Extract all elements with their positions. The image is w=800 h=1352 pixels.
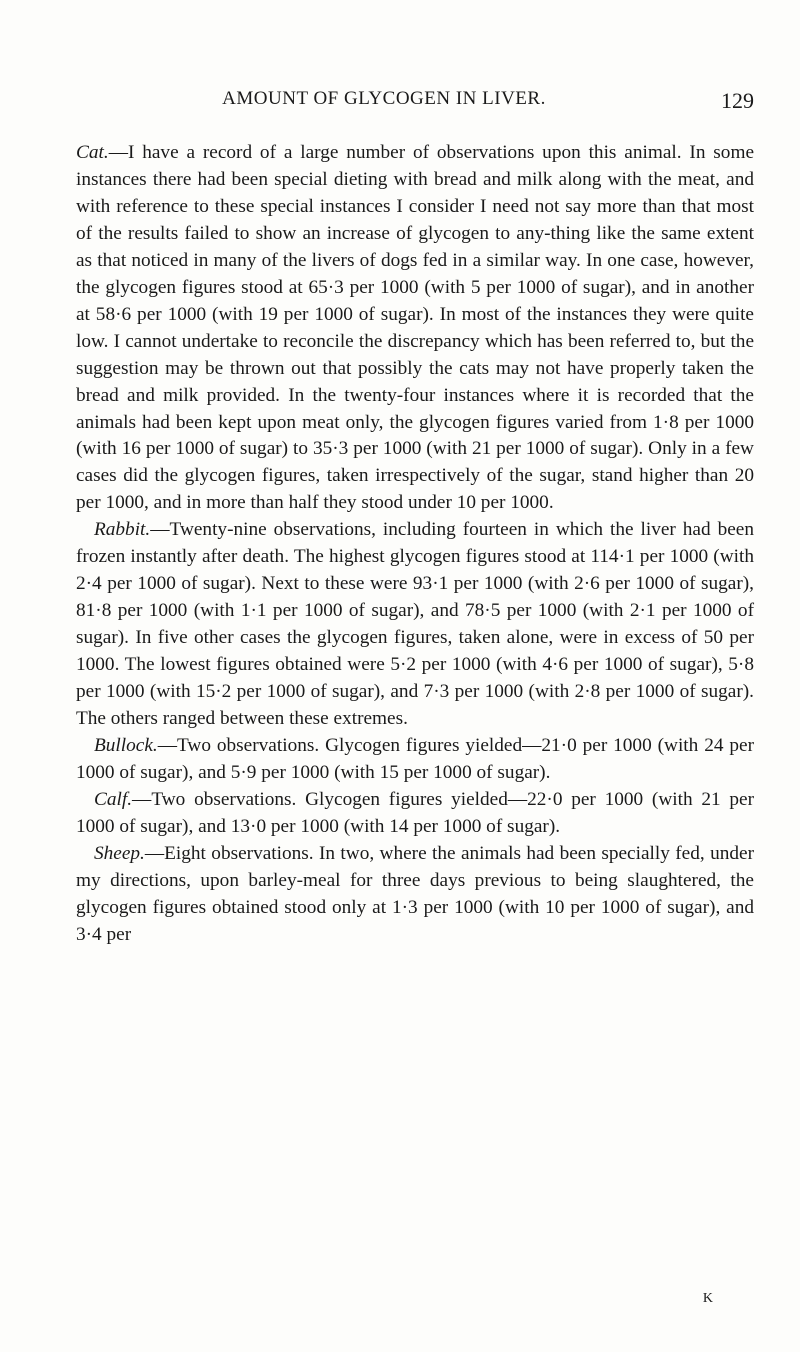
signature-mark: K — [702, 1291, 714, 1306]
paragraph-bullock — [76, 733, 754, 787]
paragraph-sheep — [76, 841, 754, 949]
paragraph-lead: Rabbit. — [94, 519, 151, 541]
paragraph-lead: Cat. — [76, 142, 109, 163]
paragraph-lead: Sheep. — [94, 842, 145, 864]
paragraph-lead: Bullock. — [94, 734, 158, 756]
body-text — [76, 140, 754, 949]
paragraph-lead: Calf. — [94, 788, 133, 810]
page-header — [74, 88, 754, 118]
paragraph-text: —Two observations. Glycogen figures yielded—21·0 per 1000 (with 24 per 1000 of sugar), and 5·9 per 1000 (with 15 per 1000 of sugar). — [76, 734, 754, 783]
paragraph-text: —Eight observations. In two, where the animals had been specially fed, under my directions, upon barley-meal for three days previous to being slaughtered, the glycogen figures obtained stood only at 1·3 per 1000 (with 10 per 1000 of sugar), and 3·4 per — [76, 842, 754, 945]
paragraph-rabbit — [76, 517, 754, 733]
page-number: 129 — [721, 88, 754, 113]
paragraph-text: —Twenty-nine observations, including fourteen in which the liver had been frozen instantly after death. The highest glycogen figures stood at 114·1 per 1000 (with 2·4 per 1000 of sugar). Next to these were 93·1 per 1000 (with 2·6 per 1000 of sugar), 81·8 per 1000 (with 1·1 per 1000 of sugar), and 78·5 per 1000 (with 2·1 per 1000 of sugar). In five other cases the glycogen figures, taken alone, were in excess of 50 per 1000. The lowest figures obtained were 5·2 per 1000 (with 4·6 per 1000 of sugar), 5·8 per 1000 (with 15·2 per 1000 of sugar), and 7·3 per 1000 (with 2·8 per 1000 of sugar). The others ranged between these extremes. — [76, 519, 754, 730]
paragraph-text: —I have a record of a large number of observations upon this animal. In some instances there had been special dieting with bread and milk along with the meat, and with reference to these special instances I consider I need not say more than that most of the results failed to show an increase of glycogen to any-thing like the same extent as that noticed in many of the livers of dogs fed in a similar way. In one case, however, the glycogen figures stood at 65·3 per 1000 (with 5 per 1000 of sugar), and in another at 58·6 per 1000 (with 19 per 1000 of sugar). In most of the instances they were quite low. I cannot undertake to reconcile the discrepancy which has been referred to, but the suggestion may be thrown out that possibly the cats may not have properly taken the bread and milk provided. In the twenty-four instances where it is recorded that the animals had been kept upon meat only, the glycogen figures varied from 1·8 per 1000 (with 16 per 1000 of sugar) to 35·3 per 1000 (with 21 per 1000 of sugar). Only in a few cases did the glycogen figures, taken irrespectively of the sugar, stand higher than 20 per 1000, and in more than half they stood under 10 per 1000. — [76, 142, 754, 514]
paragraph-cat — [76, 140, 754, 517]
running-head: AMOUNT OF GLYCOGEN IN LIVER. — [222, 88, 546, 109]
paragraph-text: —Two observations. Glycogen figures yielded—22·0 per 1000 (with 21 per 1000 of sugar), and 13·0 per 1000 (with 14 per 1000 of sugar). — [76, 788, 754, 837]
paragraph-calf — [76, 787, 754, 841]
